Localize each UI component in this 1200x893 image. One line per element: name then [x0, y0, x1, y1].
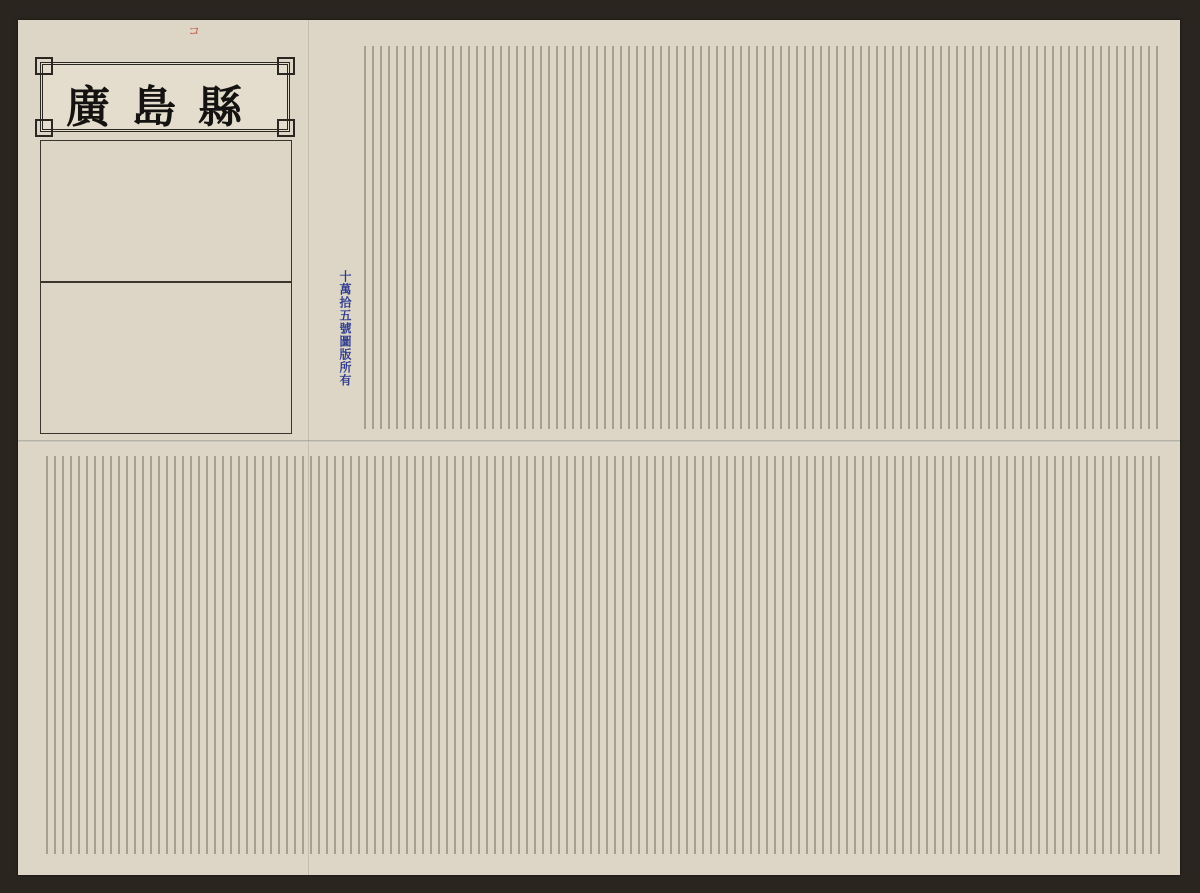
text-column-line — [830, 456, 832, 854]
text-column-line — [804, 46, 806, 429]
text-column-line — [916, 46, 918, 429]
text-column-line — [518, 456, 520, 854]
text-column-line — [556, 46, 558, 429]
text-column-line — [838, 456, 840, 854]
text-column-line — [982, 456, 984, 854]
text-column-line — [1036, 46, 1038, 429]
text-column-line — [742, 456, 744, 854]
text-column-line — [374, 456, 376, 854]
text-column-line — [910, 456, 912, 854]
text-column-line — [710, 456, 712, 854]
text-column-line — [988, 46, 990, 429]
text-column-line — [278, 456, 280, 854]
text-column-line — [684, 46, 686, 429]
text-column-line — [206, 456, 208, 854]
text-column-line — [932, 46, 934, 429]
text-column-line — [406, 456, 408, 854]
text-column-line — [948, 46, 950, 429]
text-column-line — [398, 456, 400, 854]
text-column-line — [388, 46, 390, 429]
text-column-line — [598, 456, 600, 854]
text-column-line — [446, 456, 448, 854]
text-column-line — [550, 456, 552, 854]
text-column-line — [102, 456, 104, 854]
text-column-line — [190, 456, 192, 854]
lower-text-region — [40, 450, 1168, 860]
text-column-line — [966, 456, 968, 854]
text-column-line — [230, 456, 232, 854]
title-box — [40, 62, 290, 132]
text-column-line — [262, 456, 264, 854]
text-column-line — [436, 46, 438, 429]
text-column-line — [462, 456, 464, 854]
text-column-line — [566, 456, 568, 854]
text-column-line — [484, 46, 486, 429]
text-column-line — [628, 46, 630, 429]
text-column-line — [470, 456, 472, 854]
text-column-line — [422, 456, 424, 854]
text-column-line — [716, 46, 718, 429]
text-column-line — [644, 46, 646, 429]
text-column-line — [646, 456, 648, 854]
text-column-line — [46, 456, 48, 854]
text-column-line — [1116, 46, 1118, 429]
distance-table — [40, 140, 292, 282]
text-column-line — [526, 456, 528, 854]
text-column-line — [158, 456, 160, 854]
text-column-line — [702, 456, 704, 854]
text-column-line — [1046, 456, 1048, 854]
text-column-line — [620, 46, 622, 429]
text-column-line — [772, 46, 774, 429]
text-column-line — [580, 46, 582, 429]
title-corner-ornament — [35, 57, 53, 75]
text-column-line — [540, 46, 542, 429]
text-column-line — [926, 456, 928, 854]
text-column-line — [860, 46, 862, 429]
text-column-line — [814, 456, 816, 854]
text-column-line — [854, 456, 856, 854]
text-column-line — [990, 456, 992, 854]
text-column-line — [1060, 46, 1062, 429]
text-column-line — [652, 46, 654, 429]
text-column-line — [390, 456, 392, 854]
text-column-line — [1062, 456, 1064, 854]
text-column-line — [756, 46, 758, 429]
text-column-line — [788, 46, 790, 429]
text-column-line — [660, 46, 662, 429]
text-column-line — [974, 456, 976, 854]
text-column-line — [142, 456, 144, 854]
text-column-line — [670, 456, 672, 854]
text-column-line — [732, 46, 734, 429]
text-column-line — [844, 46, 846, 429]
text-column-line — [516, 46, 518, 429]
text-column-line — [510, 456, 512, 854]
text-column-line — [1030, 456, 1032, 854]
text-column-line — [694, 456, 696, 854]
text-column-line — [942, 456, 944, 854]
text-column-line — [302, 456, 304, 854]
text-column-line — [342, 456, 344, 854]
text-column-line — [692, 46, 694, 429]
text-column-line — [118, 456, 120, 854]
text-column-line — [1022, 456, 1024, 854]
text-column-line — [396, 46, 398, 429]
text-column-line — [806, 456, 808, 854]
text-column-line — [1044, 46, 1046, 429]
text-column-line — [1076, 46, 1078, 429]
text-column-line — [468, 46, 470, 429]
publisher-line: 十萬拾五號圖版所有 — [338, 270, 352, 387]
text-column-line — [54, 456, 56, 854]
text-column-line — [980, 46, 982, 429]
text-column-line — [222, 456, 224, 854]
text-column-line — [382, 456, 384, 854]
title-corner-ornament — [277, 57, 295, 75]
text-column-line — [764, 46, 766, 429]
text-column-line — [958, 456, 960, 854]
horizontal-fold — [18, 440, 1180, 443]
text-column-line — [1052, 46, 1054, 429]
corner-mark: コ — [188, 24, 201, 38]
text-column-line — [1006, 456, 1008, 854]
text-column-line — [1070, 456, 1072, 854]
text-column-line — [460, 46, 462, 429]
text-column-line — [934, 456, 936, 854]
text-column-line — [884, 46, 886, 429]
text-column-line — [1014, 456, 1016, 854]
text-column-line — [1118, 456, 1120, 854]
text-column-line — [900, 46, 902, 429]
text-column-line — [886, 456, 888, 854]
text-column-line — [956, 46, 958, 429]
text-column-line — [596, 46, 598, 429]
page-title: 廣島縣 — [66, 82, 264, 133]
text-column-line — [662, 456, 664, 854]
text-column-line — [1068, 46, 1070, 429]
text-column-line — [1124, 46, 1126, 429]
text-column-line — [582, 456, 584, 854]
text-column-line — [1004, 46, 1006, 429]
text-column-line — [558, 456, 560, 854]
text-column-line — [852, 46, 854, 429]
text-column-line — [876, 46, 878, 429]
text-column-line — [366, 456, 368, 854]
text-column-line — [862, 456, 864, 854]
text-column-line — [868, 46, 870, 429]
text-column-line — [878, 456, 880, 854]
text-column-line — [668, 46, 670, 429]
text-column-line — [294, 456, 296, 854]
text-column-line — [1012, 46, 1014, 429]
text-column-line — [310, 456, 312, 854]
text-column-line — [726, 456, 728, 854]
text-column-line — [246, 456, 248, 854]
text-column-line — [1140, 46, 1142, 429]
text-column-line — [918, 456, 920, 854]
text-column-line — [86, 456, 88, 854]
text-column-line — [238, 456, 240, 854]
text-column-line — [1100, 46, 1102, 429]
text-column-line — [870, 456, 872, 854]
text-column-line — [750, 456, 752, 854]
text-column-line — [846, 456, 848, 854]
text-column-line — [318, 456, 320, 854]
text-column-line — [1086, 456, 1088, 854]
text-column-line — [1084, 46, 1086, 429]
text-column-line — [430, 456, 432, 854]
text-column-line — [358, 456, 360, 854]
text-column-line — [174, 456, 176, 854]
text-column-line — [836, 46, 838, 429]
text-column-line — [622, 456, 624, 854]
text-column-line — [1102, 456, 1104, 854]
text-column-line — [500, 46, 502, 429]
text-column-line — [372, 46, 374, 429]
text-column-line — [1078, 456, 1080, 854]
text-column-line — [612, 46, 614, 429]
text-column-line — [718, 456, 720, 854]
text-column-line — [734, 456, 736, 854]
text-column-line — [892, 46, 894, 429]
text-column-line — [1038, 456, 1040, 854]
text-column-line — [924, 46, 926, 429]
text-column-line — [438, 456, 440, 854]
text-column-line — [1148, 46, 1150, 429]
text-column-line — [766, 456, 768, 854]
text-column-line — [588, 46, 590, 429]
text-column-line — [126, 456, 128, 854]
text-column-line — [1156, 46, 1158, 429]
text-column-line — [110, 456, 112, 854]
text-column-line — [790, 456, 792, 854]
text-column-line — [254, 456, 256, 854]
text-column-line — [78, 456, 80, 854]
text-column-line — [478, 456, 480, 854]
text-column-line — [134, 456, 136, 854]
text-column-line — [414, 456, 416, 854]
text-column-line — [1108, 46, 1110, 429]
text-column-line — [998, 456, 1000, 854]
text-column-line — [782, 456, 784, 854]
text-column-line — [444, 46, 446, 429]
text-column-line — [940, 46, 942, 429]
text-column-line — [894, 456, 896, 854]
text-column-line — [380, 46, 382, 429]
text-column-line — [678, 456, 680, 854]
text-column-line — [70, 456, 72, 854]
newspaper-sheet — [18, 20, 1180, 875]
text-column-line — [1132, 46, 1134, 429]
text-column-line — [1028, 46, 1030, 429]
text-column-line — [950, 456, 952, 854]
text-column-line — [524, 46, 526, 429]
text-column-line — [1158, 456, 1160, 854]
title-corner-ornament — [35, 119, 53, 137]
text-column-line — [708, 46, 710, 429]
text-column-line — [1020, 46, 1022, 429]
text-column-line — [572, 46, 574, 429]
text-column-line — [996, 46, 998, 429]
text-column-line — [654, 456, 656, 854]
text-column-line — [724, 46, 726, 429]
text-column-line — [1150, 456, 1152, 854]
text-column-line — [1092, 46, 1094, 429]
text-column-line — [452, 46, 454, 429]
text-column-line — [502, 456, 504, 854]
text-column-line — [820, 46, 822, 429]
text-column-line — [428, 46, 430, 429]
text-column-line — [758, 456, 760, 854]
text-column-line — [774, 456, 776, 854]
text-column-line — [590, 456, 592, 854]
text-column-line — [1110, 456, 1112, 854]
text-column-line — [548, 46, 550, 429]
text-column-line — [964, 46, 966, 429]
text-column-line — [494, 456, 496, 854]
text-column-line — [636, 46, 638, 429]
text-column-line — [492, 46, 494, 429]
text-column-line — [1126, 456, 1128, 854]
text-column-line — [412, 46, 414, 429]
text-column-line — [508, 46, 510, 429]
text-column-line — [542, 456, 544, 854]
text-column-line — [796, 46, 798, 429]
text-column-line — [534, 456, 536, 854]
text-column-line — [908, 46, 910, 429]
text-column-line — [364, 46, 366, 429]
text-column-line — [574, 456, 576, 854]
text-column-line — [676, 46, 678, 429]
text-column-line — [902, 456, 904, 854]
text-column-line — [214, 456, 216, 854]
text-column-line — [1134, 456, 1136, 854]
text-column-line — [198, 456, 200, 854]
text-column-line — [182, 456, 184, 854]
title-corner-ornament — [277, 119, 295, 137]
text-column-line — [638, 456, 640, 854]
text-column-line — [420, 46, 422, 429]
text-column-line — [740, 46, 742, 429]
text-column-line — [270, 456, 272, 854]
text-column-line — [326, 456, 328, 854]
text-column-line — [476, 46, 478, 429]
text-column-line — [614, 456, 616, 854]
lower-table — [40, 282, 292, 434]
text-column-line — [94, 456, 96, 854]
text-column-line — [748, 46, 750, 429]
text-column-line — [798, 456, 800, 854]
text-column-line — [286, 456, 288, 854]
text-column-line — [630, 456, 632, 854]
text-column-line — [686, 456, 688, 854]
text-column-line — [404, 46, 406, 429]
text-column-line — [62, 456, 64, 854]
text-column-line — [604, 46, 606, 429]
text-column-line — [454, 456, 456, 854]
upper-text-region — [358, 40, 1168, 435]
text-column-line — [780, 46, 782, 429]
text-column-line — [350, 456, 352, 854]
text-column-line — [700, 46, 702, 429]
text-column-line — [150, 456, 152, 854]
text-column-line — [822, 456, 824, 854]
text-column-line — [166, 456, 168, 854]
text-column-line — [532, 46, 534, 429]
text-column-line — [334, 456, 336, 854]
text-column-line — [486, 456, 488, 854]
text-column-line — [972, 46, 974, 429]
text-column-line — [828, 46, 830, 429]
text-column-line — [606, 456, 608, 854]
text-column-line — [1142, 456, 1144, 854]
text-column-line — [812, 46, 814, 429]
text-column-line — [1054, 456, 1056, 854]
text-column-line — [564, 46, 566, 429]
text-column-line — [1094, 456, 1096, 854]
